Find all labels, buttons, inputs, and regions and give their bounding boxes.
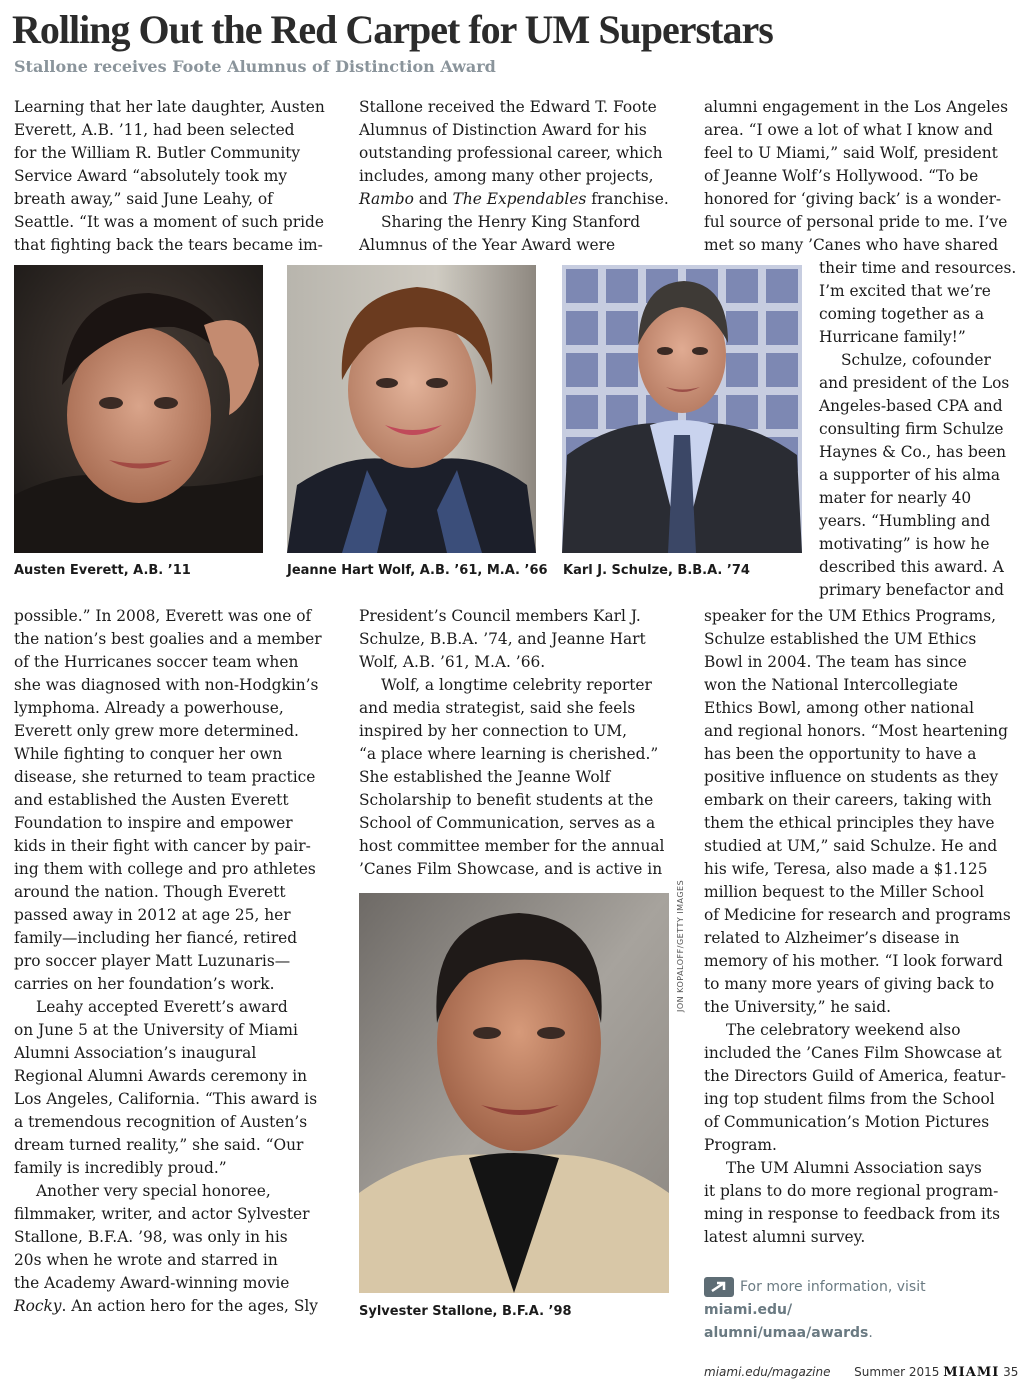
caption-jeanne-hart-wolf: Jeanne Hart Wolf, A.B. ’61, M.A. ’66 [287,563,548,578]
more-info-link[interactable]: alumni/umaa/awards [704,1325,869,1341]
text-line: primary benefactor and [819,581,1004,599]
text-line: Hurricane family!” [819,328,966,346]
text-line: Stallone, B.F.A. ’98, was only in his [14,1228,288,1246]
text-line: School of Communication, serves as a [359,814,656,832]
text-line: and president of the Los [819,374,1010,392]
text-line: breath away,” said June Leahy, of [14,190,273,208]
text-line: Everett, A.B. ’11, had been selected [14,121,295,139]
magazine-name: MIAMI [943,1365,1000,1380]
more-info-text: For more information, visit [740,1279,926,1295]
text-line: it plans to do more regional program- [704,1182,999,1200]
text-line: included the ’Canes Film Showcase at [704,1044,1002,1062]
text-line: Foundation to inspire and empower [14,814,293,832]
portrait-illustration [14,265,263,553]
arrow-icon [704,1277,734,1297]
text-line: she was diagnosed with non-Hodgkin’s [14,676,319,694]
text-line: of Communication’s Motion Pictures [704,1113,990,1131]
footer-issue: Summer 2015 [854,1365,940,1379]
text-line: his wife, Teresa, also made a $1.125 [704,860,988,878]
text-line: Everett only grew more determined. [14,722,299,740]
column-3-bottom [704,605,1014,1249]
text-line: latest alumni survey. [704,1228,866,1246]
text-line: Los Angeles, California. “This award is [14,1090,318,1108]
text-line: possible.” In 2008, Everett was one of [14,607,312,625]
text-line: Schulze established the UM Ethics [704,630,977,648]
text-line: around the nation. Though Everett [14,883,286,901]
photo-karl-schulze [562,265,802,553]
portrait-illustration [287,265,536,553]
text-line: won the National Intercollegiate [704,676,958,694]
text-line: Schulze, B.B.A. ’74, and Jeanne Hart [359,630,646,648]
more-info [704,1276,1014,1345]
caption-karl-schulze: Karl J. Schulze, B.B.A. ’74 [563,563,750,578]
text-line: alumni engagement in the Los Angeles [704,98,1009,116]
text-line: ing them with college and pro athletes [14,860,316,878]
text-line: Leahy accepted Everett’s award [36,998,288,1016]
text-line: their time and resources. [819,259,1017,277]
text-line: President’s Council members Karl J. [359,607,641,625]
text-line: Stallone received the Edward T. Foote [359,98,657,116]
text-line: While fighting to conquer her own [14,745,283,763]
text-line: family—including her fiancé, retired [14,929,298,947]
text-line: honored for ‘giving back’ is a wonder- [704,190,1002,208]
text-line: that fighting back the tears became im- [14,236,323,254]
more-info-link[interactable]: miami.edu/ [704,1302,793,1318]
text-line: ming in response to feedback from its [704,1205,1000,1223]
text-line: I’m excited that we’re [819,282,991,300]
text-line: ing top student films from the School [704,1090,995,1108]
column-3-narrow [819,257,1019,602]
text-line: Scholarship to benefit students at the [359,791,654,809]
column-1-top [14,96,344,257]
text-line: the University,” he said. [704,998,892,1016]
text-fragment: and [413,190,453,208]
text-line: Service Award “absolutely took my [14,167,288,185]
text-line: feel to U Miami,” said Wolf, president [704,144,998,162]
text-line: million bequest to the Miller School [704,883,985,901]
text-line: related to Alzheimer’s disease in [704,929,960,947]
caption-austen-everett: Austen Everett, A.B. ’11 [14,563,191,578]
text-line: area. “I owe a lot of what I know and [704,121,993,139]
text-line: the nation’s best goalies and a member [14,630,322,648]
column-1-bottom [14,605,344,1318]
text-line: Alumnus of the Year Award were [359,236,616,254]
text-line: Another very special honoree, [36,1182,271,1200]
text-line: Learning that her late daughter, Austen [14,98,325,116]
text-line [14,1295,344,1318]
text-line: The UM Alumni Association says [726,1159,982,1177]
title-expendables: The Expendables [452,190,587,208]
title-rambo: Rambo [359,190,414,208]
text-line: to many more years of giving back to [704,975,995,993]
text-line: for the William R. Butler Community [14,144,301,162]
text-line: met so many ’Canes who have shared [704,236,999,254]
text-line: of Medicine for research and programs [704,906,1011,924]
text-line: Sharing the Henry King Stanford [381,213,641,231]
text-line: Program. [704,1136,777,1154]
text-line: lymphoma. Already a powerhouse, [14,699,284,717]
text-line: has been the opportunity to have a [704,745,977,763]
text-line [359,188,689,211]
caption-sylvester-stallone: Sylvester Stallone, B.F.A. ’98 [359,1304,572,1319]
text-line: on June 5 at the University of Miami [14,1021,298,1039]
text-line: and media strategist, said she feels [359,699,636,717]
text-line: Bowl in 2004. The team has since [704,653,967,671]
footer [704,1365,1018,1380]
text-fragment: franchise. [586,190,669,208]
photo-credit: JON KOPALOFF/GETTY IMAGES [676,879,685,1012]
photo-austen-everett [14,265,263,553]
text-line: a supporter of his alma [819,466,1001,484]
text-line: passed away in 2012 at age 25, her [14,906,291,924]
text-line: The celebratory weekend also [726,1021,961,1039]
page-number: 35 [1003,1365,1019,1379]
text-line: She established the Jeanne Wolf [359,768,611,786]
text-line: Schulze, cofounder [841,351,991,369]
text-line: and regional honors. “Most heartening [704,722,1008,740]
text-line: family is incredibly proud.” [14,1159,227,1177]
text-line: Ethics Bowl, among other national [704,699,975,717]
column-3-top [704,96,1014,257]
text-line: Wolf, a longtime celebrity reporter [381,676,652,694]
text-line: “a place where learning is cherished.” [359,745,659,763]
text-fragment: . An action hero for the ages, Sly [61,1297,319,1315]
text-line: filmmaker, writer, and actor Sylvester [14,1205,310,1223]
text-line: kids in their fight with cancer by pair- [14,837,311,855]
text-line: ’Canes Film Showcase, and is active in [359,860,663,878]
text-line: Alumnus of Distinction Award for his [359,121,647,139]
text-line: consulting firm Schulze [819,420,1004,438]
text-line: of Jeanne Wolf’s Hollywood. “To be [704,167,979,185]
text-line: Angeles-based CPA and [819,397,1003,415]
text-line: Seattle. “It was a moment of such pride [14,213,324,231]
title-rocky: Rocky [14,1297,62,1315]
subhead: Stallone receives Foote Alumnus of Distinction Award [14,57,496,76]
text-line: years. “Humbling and [819,512,991,530]
photo-jeanne-hart-wolf [287,265,536,553]
text-line: embark on their careers, taking with [704,791,992,809]
text-line: Haynes & Co., has been [819,443,1007,461]
text-line: includes, among many other projects, [359,167,654,185]
text-line: studied at UM,” said Schulze. He and [704,837,998,855]
footer-url: miami.edu/magazine [704,1365,831,1379]
text-line: pro soccer player Matt Luzunaris— [14,952,291,970]
more-info-text: . [868,1325,873,1341]
text-line: positive influence on students as they [704,768,999,786]
text-line: disease, she returned to team practice [14,768,316,786]
text-line: of the Hurricanes soccer team when [14,653,299,671]
text-line: Regional Alumni Awards ceremony in [14,1067,308,1085]
text-line: mater for nearly 40 [819,489,972,507]
text-line: coming together as a [819,305,985,323]
text-line: described this award. A [819,558,1004,576]
text-line: and established the Austen Everett [14,791,289,809]
text-line: carries on her foundation’s work. [14,975,275,993]
text-line: host committee member for the annual [359,837,665,855]
text-line: Wolf, A.B. ’61, M.A. ’66. [359,653,546,671]
text-line: dream turned reality,” she said. “Our [14,1136,304,1154]
text-line: them the ethical principles they have [704,814,995,832]
text-line: memory of his mother. “I look forward [704,952,1003,970]
text-line: inspired by her connection to UM, [359,722,628,740]
photo-sylvester-stallone [359,893,669,1293]
text-line: the Directors Guild of America, featur- [704,1067,1007,1085]
column-2-bottom [359,605,689,881]
text-line: ful source of personal pride to me. I’ve [704,213,1008,231]
text-line: speaker for the UM Ethics Programs, [704,607,997,625]
text-line: outstanding professional career, which [359,144,663,162]
text-line: motivating” is how he [819,535,990,553]
text-line: a tremendous recognition of Austen’s [14,1113,308,1131]
column-2-top [359,96,689,257]
portrait-illustration [562,265,802,553]
text-line: Alumni Association’s inaugural [14,1044,257,1062]
portrait-illustration [359,893,669,1293]
text-line: 20s when he wrote and starred in [14,1251,278,1269]
text-line: the Academy Award-winning movie [14,1274,290,1292]
headline: Rolling Out the Red Carpet for UM Superstars [12,7,773,52]
